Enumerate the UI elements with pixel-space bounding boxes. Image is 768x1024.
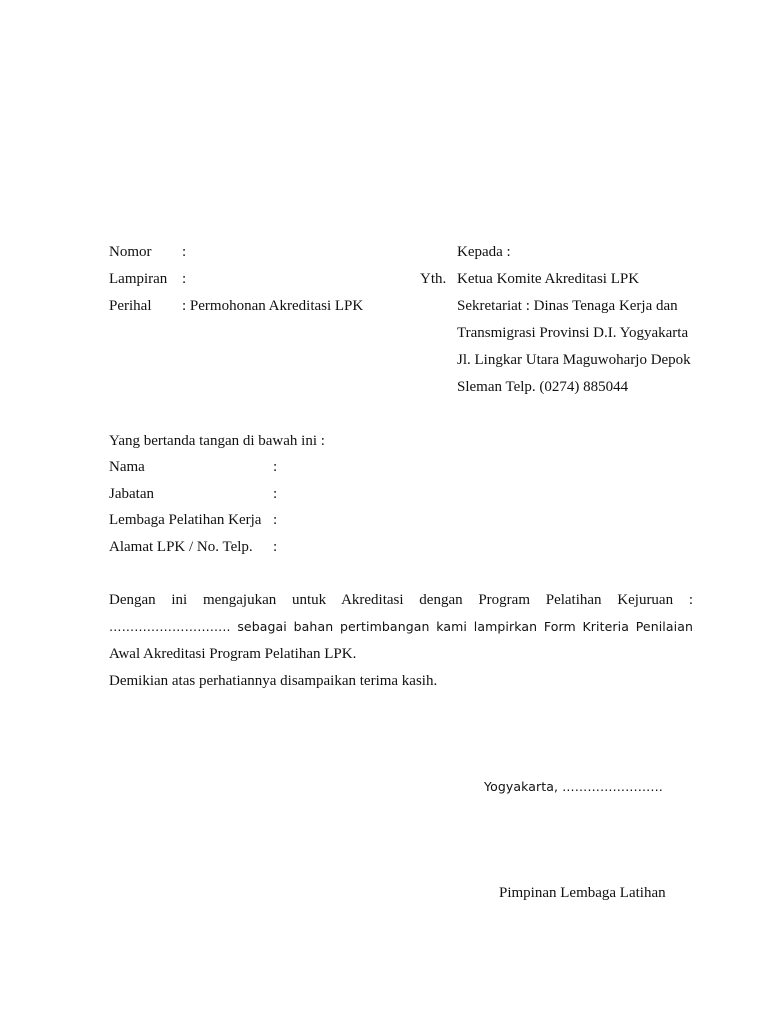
recipient-line: Sekretariat : Dinas Tenaga Kerja dan bbox=[457, 298, 678, 314]
body-line-2-text: sebagai bahan pertimbangan kami lampirkan Form Kriteria Penilaian bbox=[237, 619, 693, 634]
field-colon: : bbox=[273, 486, 278, 502]
field-label-nama: Nama bbox=[109, 459, 145, 475]
field-label-alamat: Alamat LPK / No. Telp. bbox=[109, 539, 253, 555]
body-line-4: Demikian atas perhatiannya disampaikan terima kasih. bbox=[109, 673, 438, 689]
lampiran-label: Lampiran bbox=[109, 271, 168, 287]
field-label-jabatan: Jabatan bbox=[109, 486, 154, 502]
closing-date-dots: …………………… bbox=[562, 779, 663, 794]
nomor-label: Nomor bbox=[109, 244, 152, 260]
nomor-colon: : bbox=[182, 244, 187, 260]
field-colon: : bbox=[273, 459, 278, 475]
signatory-title: Pimpinan Lembaga Latihan bbox=[499, 885, 666, 901]
closing-place-date bbox=[484, 778, 663, 796]
field-label-lembaga: Lembaga Pelatihan Kerja bbox=[109, 512, 262, 528]
kepada-label: Kepada : bbox=[457, 244, 511, 260]
body-line-1: Dengan ini mengajukan untuk Akreditasi dengan Program Pelatihan Kejuruan : bbox=[109, 592, 693, 608]
perihal-label: Perihal bbox=[109, 298, 152, 314]
body-line-2-dots: ……………………….. bbox=[109, 619, 231, 634]
applicant-intro: Yang bertanda tangan di bawah ini : bbox=[109, 433, 325, 449]
closing-place: Yogyakarta, bbox=[484, 779, 559, 794]
recipient-line: Ketua Komite Akreditasi LPK bbox=[457, 271, 640, 287]
body-line-3: Awal Akreditasi Program Pelatihan LPK. bbox=[109, 646, 357, 662]
perihal-value: : Permohonan Akreditasi LPK bbox=[182, 298, 364, 314]
recipient-line: Sleman Telp. (0274) 885044 bbox=[457, 379, 629, 395]
yth-label: Yth. bbox=[420, 271, 447, 287]
lampiran-colon: : bbox=[182, 271, 187, 287]
recipient-line: Jl. Lingkar Utara Maguwoharjo Depok bbox=[457, 352, 691, 368]
recipient-line: Transmigrasi Provinsi D.I. Yogyakarta bbox=[457, 325, 689, 341]
field-colon: : bbox=[273, 512, 278, 528]
field-colon: : bbox=[273, 539, 278, 555]
body-line-2 bbox=[109, 618, 693, 636]
